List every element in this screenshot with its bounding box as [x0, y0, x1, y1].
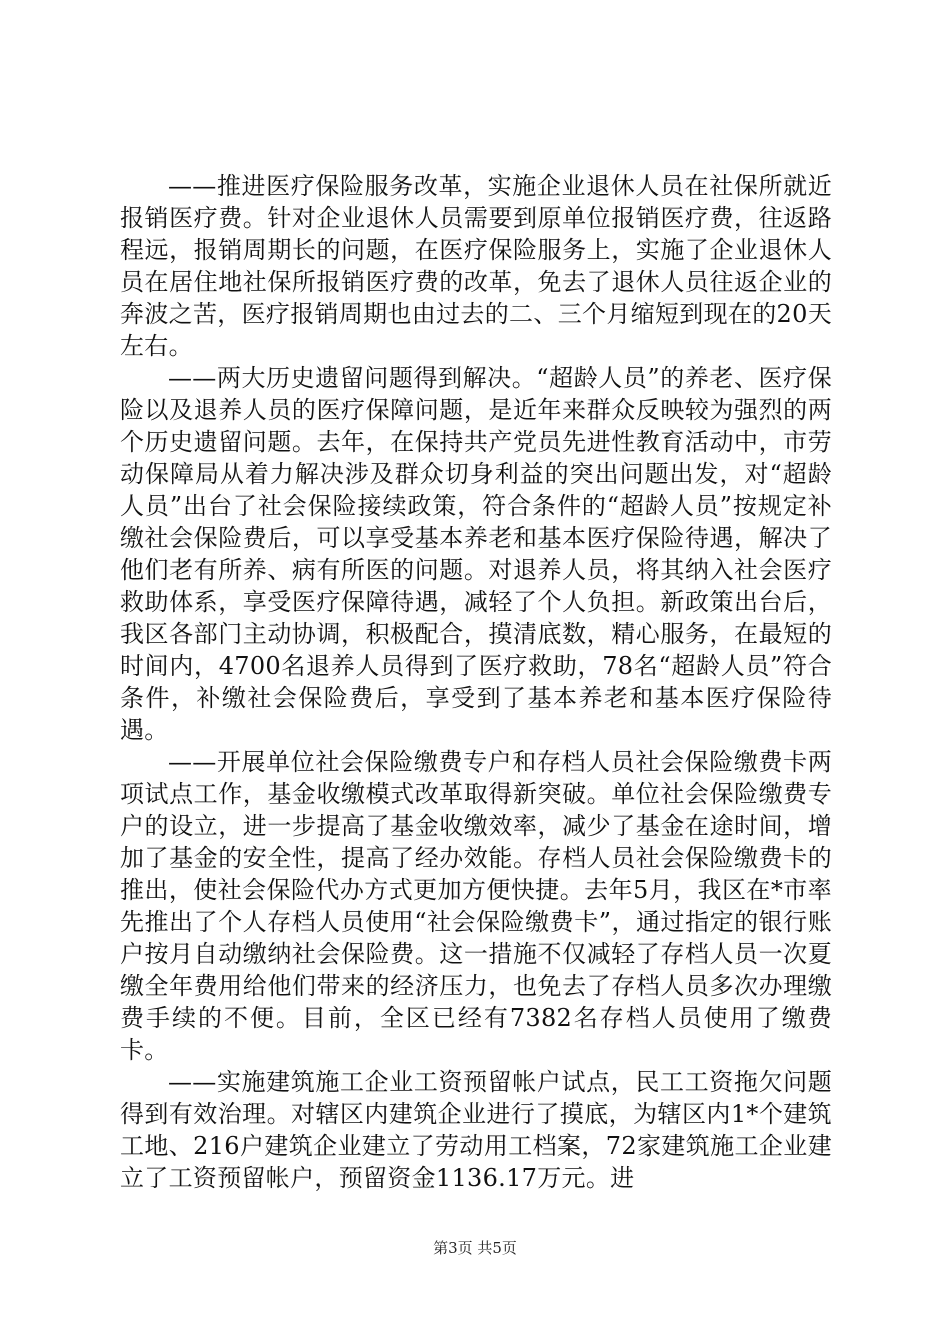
- paragraph-social-insurance-pilot: ——开展单位社会保险缴费专户和存档人员社会保险缴费卡两项试点工作，基金收缴模式改革取得新突破。单位社会保险缴费专户的设立，进一步提高了基金收缴效率，减少了基金在途时间，增加了基金的安全性，提高了经办效能。存档人员社会保险缴费卡的推出，使社会保险代办方式更加方便快捷。去年5月，我区在*市率先推出了个人存档人员使用“社会保险缴费卡”，通过指定的银行账户按月自动缴纳社会保险费。这一措施不仅减轻了存档人员一次夏缴全年费用给他们带来的经济压力，也免去了存档人员多次办理缴费手续的不便。目前，全区已经有7382名存档人员使用了缴费卡。: [120, 748, 832, 1064]
- paragraph-wage-account-pilot: ——实施建筑施工企业工资预留帐户试点，民工工资拖欠问题得到有效治理。对辖区内建筑企业进行了摸底，为辖区内1*个建筑工地、216户建筑企业建立了劳动用工档案，72家建筑施工企业建立了工资预留帐户，预留资金1136.17万元。进: [120, 1068, 832, 1192]
- paragraph-historical-issues: ——两大历史遗留问题得到解决。“超龄人员”的养老、医疗保险以及退养人员的医疗保障问题，是近年来群众反映较为强烈的两个历史遗留问题。去年，在保持共产党员先进性教育活动中，市劳动保障局从着力解决涉及群众切身利益的突出问题出发，对“超龄人员”出台了社会保险接续政策，符合条件的“超龄人员”按规定补缴社会保险费后，可以享受基本养老和基本医疗保险待遇，解决了他们老有所养、病有所医的问题。对退养人员，将其纳入社会医疗救助体系，享受医疗保障待遇，减轻了个人负担。新政策出台后，我区各部门主动协调，积极配合，摸清底数，精心服务，在最短的时间内，4700名退养人员得到了医疗救助，78名“超龄人员”符合条件，补缴社会保险费后，享受到了基本养老和基本医疗保险待遇。: [120, 364, 832, 744]
- paragraph-medical-insurance-reform: ——推进医疗保险服务改革，实施企业退休人员在社保所就近报销医疗费。针对企业退休人员需要到原单位报销医疗费，往返路程远，报销周期长的问题，在医疗保险服务上，实施了企业退休人员在居住地社保所报销医疗费的改革，免去了退休人员往返企业的奔波之苦，医疗报销周期也由过去的二、三个月缩短到现在的20天左右。: [120, 172, 832, 360]
- document-body: [120, 170, 832, 1194]
- page-number-footer: 第3页 共5页: [433, 1239, 517, 1257]
